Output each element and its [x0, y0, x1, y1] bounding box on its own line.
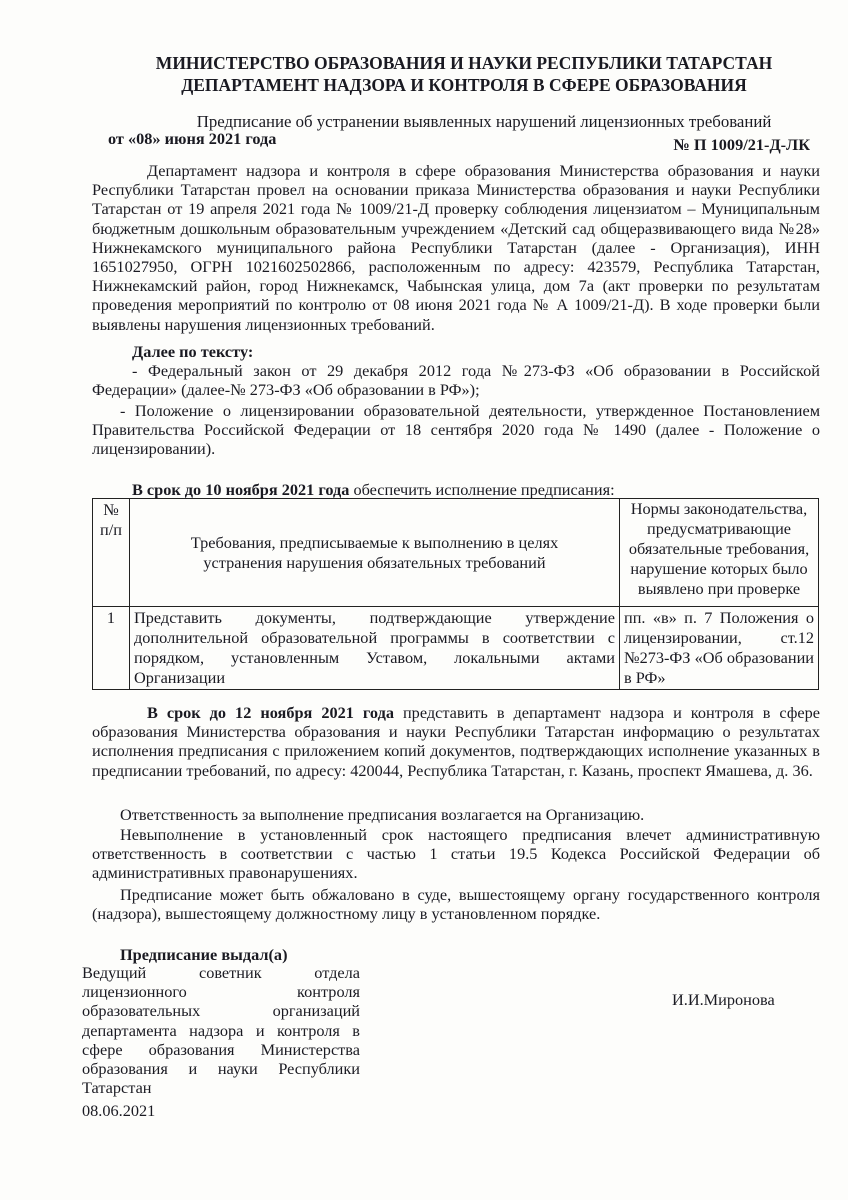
- header-requirements: Требования, предписываемые к выполнению в целях устранения нарушения обязательных требований: [130, 499, 620, 607]
- failure-text: Невыполнение в установленный срок настоящего предписания влечет административную ответственность в соответствии с частью 1 статьи 19.5 Кодекса Российской Федерации об административных правонарушениях.: [92, 825, 820, 883]
- ministry-title: МИНИСТЕРСТВО ОБРАЗОВАНИЯ И НАУКИ РЕСПУБЛИКИ ТАТАРСТАН: [155, 53, 773, 73]
- issuer-position: Ведущий советник отдела лицензионного контроля образовательных организаций департамента надзора и контроля в сфере образования Министерства образования и науки Республики Татарстан: [82, 963, 360, 1098]
- appeal-text: Предписание может быть обжаловано в суде, вышестоящему органу государственного контроля (надзора), вышестоящему должностному лицу в установленном порядке.: [92, 885, 820, 924]
- document-date: от «08» июня 2021 года: [108, 129, 277, 148]
- deadline-1-text: обеспечить исполнение предписания:: [349, 480, 615, 499]
- responsibility-text: Ответственность за выполнение предписания возлагается на Организацию.: [120, 805, 645, 824]
- document-number: № П 1009/21-Д-ЛК: [673, 135, 810, 154]
- law-reference-2: - Положение о лицензировании образовательной деятельности, утвержденное Постановлением Правительства Российской Федерации от 18 сентября 2020 года № 1490 (далее - Положение о лицензировании).: [92, 401, 820, 459]
- row-norm: пп. «в» п. 7 Положения о лицензировании, ст.12 №273-ФЗ «Об образовании в РФ»: [620, 607, 819, 690]
- header-norms: Нормы законодательства, предусматривающие обязательные требования, нарушение которых было выявлено при проверке: [620, 499, 819, 607]
- department-title: ДЕПАРТАМЕНТ НАДЗОРА И КОНТРОЛЯ В СФЕРЕ ОБРАЗОВАНИЯ: [181, 75, 747, 95]
- table-header-row: [93, 499, 819, 607]
- deadline-2-text: представить в департамент надзора и контроля в сфере образования Министерства образования и науки Республики Татарстан информацию о результатах исполнения предписания с приложением копий документов, подтверждающих исполнение указанных в предписании требований, по адресу: 420044, Республика Татарстан, г. Казань, проспект Ямашева, д. 36.: [92, 703, 820, 780]
- deadline-1-date: В срок до 10 ноября 2021 года: [132, 480, 350, 499]
- header-number: № п/п: [93, 499, 130, 607]
- issued-by-label: Предписание выдал(а): [120, 945, 288, 964]
- row-requirement: Представить документы, подтверждающие утверждение дополнительной образовательной программы в соответствии с порядком, установленным Уставом, локальными актами Организации: [130, 607, 620, 690]
- deadline-1: [132, 480, 615, 499]
- further-label: Далее по тексту:: [132, 342, 254, 361]
- issuer-name: И.И.Миронова: [672, 990, 775, 1009]
- document-subtitle: Предписание об устранении выявленных нарушений лицензионных требований: [196, 112, 772, 131]
- table-row: [93, 607, 819, 690]
- row-number: 1: [93, 607, 130, 690]
- deadline-2-paragraph: [92, 703, 820, 780]
- intro-paragraph: Департамент надзора и контроля в сфере образования Министерства образования и науки Республики Татарстан провел на основании приказа Министерства образования и науки Республики Татарстан от 19 апреля 2021 года № 1009/21-Д проверку соблюдения лицензиатом – Муниципальным бюджетным дошкольным образовательным учреждением «Детский сад общеразвивающего вида №28» Нижнекамского муниципального района Республики Татарстан (далее - Организация), ИНН 1651027950, ОГРН 1021602502866, расположенным по адресу: 423579, Республика Татарстан, Нижнекамский район, город Нижнекамск, Чабынская улица, дом 7а (акт проверки по результатам проведения мероприятий по контролю от 08 июня 2021 года № А 1009/21-Д). В ходе проверки были выявлены нарушения лицензионных требований.: [92, 161, 820, 334]
- requirements-table: [92, 498, 819, 690]
- issue-date: 08.06.2021: [82, 1101, 156, 1120]
- law-reference-1: - Федеральный закон от 29 декабря 2012 года №273-ФЗ «Об образовании в Российской Федерации» (далее-№ 273-ФЗ «Об образовании в РФ»);: [92, 361, 820, 400]
- deadline-2-date: В срок до 12 ноября 2021 года: [147, 703, 394, 722]
